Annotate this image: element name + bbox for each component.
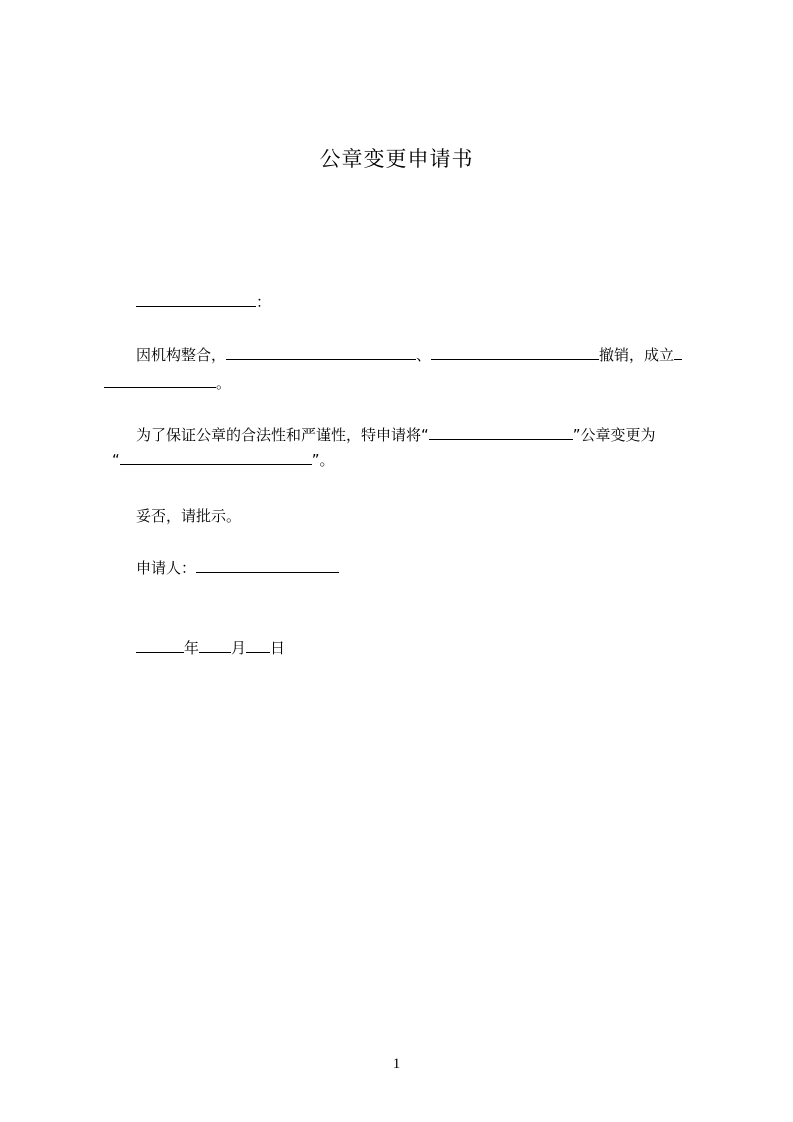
para1-separator: 、 <box>416 346 432 364</box>
addressee-blank[interactable] <box>136 292 256 307</box>
paragraph-1-line-2 <box>104 373 231 393</box>
applicant-line <box>136 558 339 578</box>
old-organization-blank-2[interactable] <box>431 345 599 360</box>
paragraph-2-line-2 <box>112 450 335 470</box>
para1-text-2: 撤销，成立 <box>599 346 675 364</box>
para2-end: ”。 <box>311 451 335 469</box>
old-seal-name-blank[interactable] <box>429 425 573 440</box>
paragraph-3: 妥否，请批示。 <box>136 507 242 525</box>
new-organization-blank-start[interactable] <box>674 345 682 360</box>
new-seal-name-blank[interactable] <box>120 450 312 465</box>
para2-text-1: 为了保证公章的合法性和严谨性，特申请将“ <box>136 426 429 444</box>
applicant-label: 申请人： <box>136 559 197 577</box>
para1-text-1: 因机构整合， <box>136 346 227 364</box>
year-label: 年 <box>184 639 200 657</box>
new-organization-blank[interactable] <box>104 373 216 388</box>
salutation-colon: ： <box>256 293 272 311</box>
salutation-line <box>136 292 271 312</box>
applicant-name-blank[interactable] <box>196 558 339 573</box>
day-label: 日 <box>270 639 286 657</box>
paragraph-2-line-1 <box>136 425 656 445</box>
page-number: 1 <box>392 1056 401 1072</box>
para1-end: 。 <box>216 374 232 392</box>
year-blank[interactable] <box>136 638 184 653</box>
document-title: 公章变更申请书 <box>319 147 474 171</box>
paragraph-1-line-1 <box>136 345 682 365</box>
para2-open-quote: “ <box>112 451 120 469</box>
date-line <box>136 638 285 658</box>
month-label: 月 <box>231 639 247 657</box>
para2-text-2: ”公章变更为 <box>572 426 656 444</box>
old-organization-blank-1[interactable] <box>226 345 416 360</box>
day-blank[interactable] <box>246 638 270 653</box>
month-blank[interactable] <box>199 638 231 653</box>
